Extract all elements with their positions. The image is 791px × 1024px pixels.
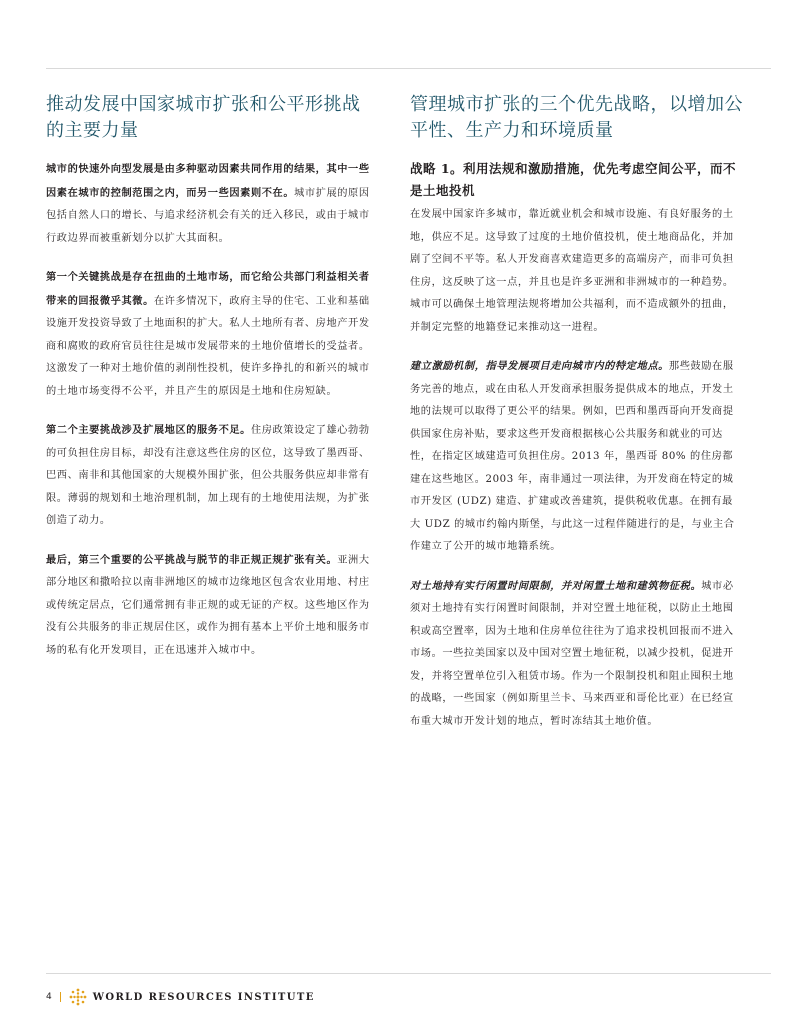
strategy-title: 战略 1。利用法规和激励措施，优先考虑空间公平，而不是土地投机 [410, 161, 737, 198]
footer-separator [60, 992, 61, 1002]
page-footer [46, 987, 315, 1007]
left-column [46, 92, 376, 678]
left-heading: 推动发展中国家城市扩张和公平形挑战的主要力量 [46, 94, 361, 141]
paragraph-text: 城市必须对土地持有实行闲置时间限制，并对空置土地征税，以防止土地囤积或高空置率，因为土地和住房单位往往为了追求投机回报而不进入市场。一些拉美国家以及中国对空置土地征税，以减少投机，促进开发，并将空置单位引入租赁市场。作为一个限制投机和阻止囤积土地的战略，一些国家（例如斯里兰卡、马来西亚和哥伦比亚）在已经宣布重大城市开发计划的地点，暂时冻结其土地价值。 [410, 580, 734, 727]
paragraph-lead: 建立激励机制，指导发展项目走向城市内的特定地点。 [410, 360, 669, 372]
paragraph-lead: 对土地持有实行闲置时间限制，并对闲置土地和建筑物征税。 [410, 579, 702, 592]
paragraph [410, 575, 743, 734]
paragraph-text: 在发展中国家许多城市，靠近就业机会和城市设施、有良好服务的土地，供应不足。这导致了过度的土地价值投机，使土地商品化，并加剧了空间不平等。私人开发商喜欢建造更多的高端房产，而非可负担住房，这反映了这一点，并且也是许多亚洲和非洲城市的一种趋势。城市可以确保土地管理法规将增加公共福利，而不造成额外的扭曲，并制定完整的地籍登记来推动这一进程。 [410, 209, 734, 333]
paragraph-lead: 第一个关键挑战是存在扭曲的土地市场，而它给公共部门利益相关者带来的回报微乎其微。 [46, 271, 370, 307]
bottom-divider [46, 973, 771, 974]
paragraph-lead: 最后，第三个重要的公平挑战与脱节的非正规正规扩张有关。 [46, 553, 338, 566]
paragraph-text: 那些鼓励在服务完善的地点，或在由私人开发商承担服务提供成本的地点，开发土地的法规可以取得了更公平的结果。例如，巴西和墨西哥向开发商提供国家住房补贴，要求这些开发商根据核心公共服务和就业的可达性，在指定区域建造可负担住房。2013 年，墨西哥 80% 的住房都建在这些地区。2003 年，南非通过一项法律，为开发商在特定的城市开发区 (UDZ) 建造、扩建或改善建筑，提供税收优惠。在拥有最大 UDZ 的城市约翰内斯堡，与此这一过程伴随进行的是，与业主合作建立了公开的城市地籍系统。 [410, 361, 735, 552]
paragraph [46, 158, 376, 250]
paragraph [410, 204, 743, 339]
paragraph-text: 亚洲大部分地区和撒哈拉以南非洲地区的城市边缘地区包含农业用地、村庄或传统定居点，它们通常拥有非正规的或无证的产权。这些地区作为没有公共服务的非正规居住区，或作为拥有基本上平价土地和服务市场的私有化开发项目，正在迅速并入城市中。 [46, 554, 370, 656]
paragraph [46, 266, 376, 403]
paragraph [46, 549, 376, 663]
right-heading: 管理城市扩张的三个优先战略，以增加公平性、生产力和环境质量 [410, 94, 743, 141]
wri-logo-icon [69, 988, 87, 1006]
organization-name: WORLD RESOURCES INSTITUTE [92, 991, 315, 1003]
paragraph-text: 在许多情况下，政府主导的住宅、工业和基础设施开发投资导致了土地面积的扩大。私人土地所有者、房地产开发商和腐败的政府官员往往是城市发展带来的土地价值增长的受益者。这激发了一种对土地价值的剥削性投机，使许多挣扎的和新兴的城市的土地市场变得不公平，并且产生的原因是土地和住房短缺。 [46, 295, 370, 397]
right-column [410, 92, 743, 749]
paragraph-text: 住房政策设定了雄心勃勃的可负担住房目标，却没有注意这些住房的区位，这导致了墨西哥、巴西、南非和其他国家的大规模外围扩张，但公共服务供应却非常有限。薄弱的规划和土地治理机制，加上现有的土地使用法规，为扩张创造了动力。 [46, 425, 370, 526]
paragraph [46, 419, 376, 533]
paragraph-lead: 第二个主要挑战涉及扩展地区的服务不足。 [46, 424, 251, 436]
paragraph [410, 355, 743, 559]
page-number: 4 [46, 992, 52, 1002]
paragraph-lead: 城市的快速外向型发展是由多种驱动因素共同作用的结果，其中一些因素在城市的控制范围之内，而另一些因素则不在。 [46, 163, 370, 199]
paragraph-text: 城市扩展的原因包括自然人口的增长、与追求经济机会有关的迁入移民，或由于城市行政边界而被重新划分以扩大其面积。 [46, 187, 370, 244]
top-divider [46, 68, 771, 69]
